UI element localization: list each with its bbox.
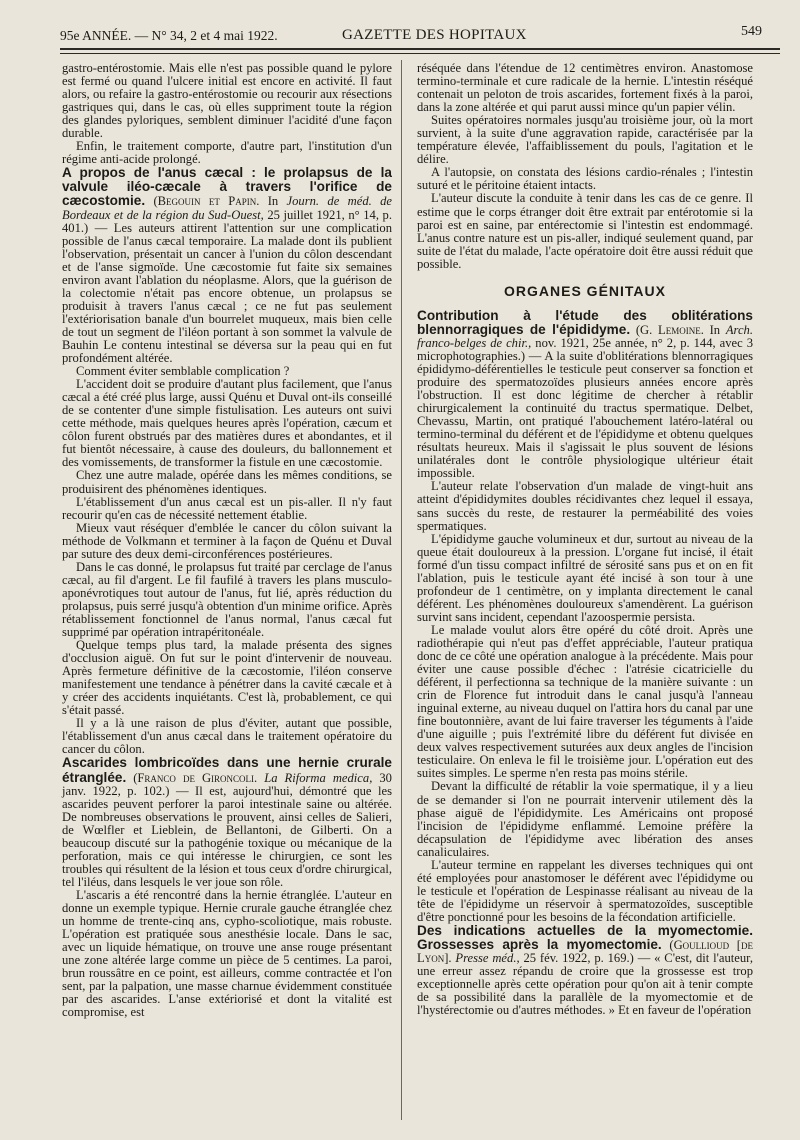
article-title: Ascarides lombricoïdes dans une hernie crurale étranglée. <box>62 755 392 785</box>
article-authors: (G. Lemoine. <box>635 322 704 337</box>
paragraph: L'auteur termine en rappelant les diverses techniques qui ont été employées pour anastomoser le déférent avec l'épididyme ou le testicule et l'opération de Lespinasse réalisant au niveau de la tête de l'épididyme un réservoir à spermatozoïdes, susceptible d'être ponctionné pour les besoins de la fécondation artificielle. <box>417 857 753 924</box>
paragraph: Mieux vaut réséquer d'emblée le cancer du côlon suivant la méthode de Volkmann et terminer à la façon de Quénu et Duval par suture des deux demi-circonférences postérieures. <box>62 520 392 561</box>
citation-ref: 25 fév. 1922, p. 169.) — <box>523 951 651 966</box>
citation-ref: 25 juillet 1921, n° 14, p. 401.) — <box>62 207 393 235</box>
page-number: 549 <box>741 24 762 39</box>
article-body: « C'est, dit l'auteur, une erreur assez répandu de croire que la grossesse est trop exceptionnelle après cette opération pour qu'on ait à tenir compte de sa possibilité dans la parallèle de la myomectomie et de l'hystérectomie ou d'autres méthodes. » Et en faveur de l'opération <box>417 951 753 1018</box>
source-prefix: In <box>267 194 279 209</box>
article-authors: (Franco de Gironcoli. <box>133 770 258 785</box>
journal-title: GAZETTE DES HOPITAUX <box>342 27 527 43</box>
article-authors: (Goullioud [de Lyon]. <box>417 938 753 966</box>
section-heading: ORGANES GÉNITAUX <box>504 282 666 299</box>
paragraph: Quelque temps plus tard, la malade présenta des signes d'occlusion aiguë. On fut sur le point d'intervenir de nouveau. Après fermeture définitive de la cæcostomie, l'iléon conserve manifestement une tendance à pénétrer dans la cavité cæcale et à y créer des accidents inquiétants. C'est là, probablement, ce qui s'était passé. <box>62 638 392 718</box>
journal-name: La Riforma medica, <box>264 770 373 785</box>
paragraph: Enfin, le traitement comporte, d'autre part, l'institution d'un régime anti-acide prolongé. <box>62 139 392 167</box>
paragraph: Le malade voulut alors être opéré du côté droit. Après une radiothérapie qui n'eut pas d'effet appréciable, l'auteur pratiqua donc de ce côté une opération analogue à la précédente. Mais pour éviter une cause possible d'échec : l'atrésie cicatricielle du déférent, il perfectionna sa technique de la manière suivante : un crin de Florence fut introduit dans le canal jusqu'à l'anneau inguinal externe, au niveau duquel on l'attira hors du canal par une fine boutonnière, avant de lui faire traverser les téguments à l'aide d'une aiguille ; puis l'extrémité libre du déférent fut divisée en deux valves respectivement suturées aux deux angles de l'incision testiculaire. On enleva le fil le troisième jour. L'opération eut des suites simples. Le sperme n'en resta pas moins stérile. <box>417 622 753 781</box>
right-column <box>417 62 753 1017</box>
article-title: Des indications actuelles de la myomectomie. Grossesses après la myomectomie. <box>417 923 753 953</box>
article-epididyme <box>417 309 753 481</box>
paragraph: L'auteur discute la conduite à tenir dans les cas de ce genre. Il estime que le corps étranger doit être extrait par entérotomie si la paroi est en saine, par entérectomie si l'intestin est endommagé. L'anus contre nature est un pis-aller, indiqué seulement quand, par suite de l'état du malade, l'acte opératoire doit être aussi réduit que possible. <box>417 191 753 271</box>
citation-ref: nov. 1921, 25e année, n° 2, p. 144, avec 3 microphotographies.) — <box>417 335 753 363</box>
article-body: A la suite d'oblitérations blennorragiques épididymo-déférentielles le testicule peut conserver sa fonction et produire des spermatozoïdes plusieurs années encore après l'obstruction. Il est donc légitime de chercher à rétablir chirurgicalement la continuité du tractus spermatique. Delbet, Chevassu, Martin, ont pratiqué l'abouchement latéro-latéral ou termino-terminal du déférent et de l'épididyme et obtenu quelques résultats heureux. Mais il s'agissait le plus souvent de lésions unilatérales dont le contrôle physiologique ultérieur était impossible. <box>417 348 753 481</box>
article-myomectomie <box>417 924 753 1017</box>
left-column <box>62 62 392 1019</box>
journal-name: Presse méd., <box>455 951 520 966</box>
article-anus-caecal <box>62 166 392 365</box>
journal-name: Arch. franco-belges de chir., <box>417 322 753 350</box>
paragraph: Comment éviter semblable complication ? <box>76 364 290 379</box>
paragraph: L'épididyme gauche volumineux et dur, surtout au niveau de la queue était douloureux à la pression. L'organe fut incisé, il était formé d'un tissu compact infiltré de sérosité sans pus et on en fit l'ablation, puis le testicule ayant été incisé à son tour à une profondeur de 1 centimètre, on y implanta directement le canal déférent. Les phénomènes douloureux s'amendèrent. La guérison survint sans incident, cependant l'azoospermie persista. <box>417 531 753 624</box>
article-body: Les auteurs attirent l'attention sur une complication possible de l'anus cæcal temporaire. La malade dont ils publient l'observation, présentait un cancer à l'union du côlon descendant et de l'anse sigmoïde. Une cæcostomie fut faite six semaines environ avant l'ablation du néoplasme. Alors, que la guérison de la colectomie n'était pas encore obtenue, un prolapsus se produisit à travers l'anus cæcal ; ce ne fut pas seulement l'extériorisation banale d'un bourrelet muqueux, mais bien celle de tout un segment de l'iléon portant à son sommet la valvule de Bauhin Le contenu intestinal se déversa sur la peau qui en fut profondément altérée. <box>62 220 393 366</box>
citation-ref: 30 janv. 1922, p. 102.) — <box>62 770 392 798</box>
issue-info: 95e ANNÉE. — N° 34, 2 et 4 mai 1922. <box>60 28 278 43</box>
source-prefix: In <box>709 322 721 337</box>
paragraph: Il y a là une raison de plus d'éviter, autant que possible, l'établissement d'un anus cæcal dans le traitement opératoire du cancer du côlon. <box>62 716 392 757</box>
paragraph: Dans le cas donné, le prolapsus fut traité par cerclage de l'anus cæcal, au fil d'argent. Le fil faufilé à travers les plans musculo-aponévrotiques tout autour de l'anus, fut lié, après réduction du prolapsus, puis serré jusqu'à obtention d'un minime orifice. Après rétablissement fonctionnel de l'anus normal, l'anus cæcal fut supprimé par opération intrapéritonéale. <box>62 559 392 640</box>
paragraph: Devant la difficulté de rétablir la voie spermatique, il y a lieu de se demander si l'on ne pourrait intervenir utilement dès la phase aiguë de l'épididymite. Les Américains ont proposé l'incision de l'épididyme enflammé. Lemoine préfère la décapsulation de l'épididyme avec libération des anses canaliculaires. <box>417 779 753 859</box>
paragraph: L'auteur relate l'observation d'un malade de vingt-huit ans atteint d'épididymites doubles récidivantes chez lequel il essaya, sans succès du reste, de restaurer la perméabilité des voies spermatiques. <box>417 479 753 533</box>
article-authors: (Begouin et Papin. <box>153 194 260 209</box>
running-header <box>60 22 778 46</box>
article-ascarides <box>62 756 392 888</box>
column-divider <box>401 60 402 1120</box>
paragraph: L'établissement d'un anus cæcal est un pis-aller. Il n'y faut recourir qu'en cas de nécessité nettement établie. <box>62 494 392 522</box>
paragraph: Suites opératoires normales jusqu'au troisième jour, où la mort survient, à la suite d'une aggravation rapide, caractérisée par la température élevée, l'affaiblissement du pouls, l'agitation et le délire. <box>417 113 753 167</box>
paragraph: Chez une autre malade, opérée dans les mêmes conditions, se produisirent des phénomènes identiques. <box>62 468 392 496</box>
article-title: A propos de l'anus cæcal : le prolapsus de la valvule iléo-cæcale à travers l'orifice de cæcostomie. <box>62 165 392 209</box>
article-title: Contribution à l'étude des oblitérations blennorragiques de l'épididyme. <box>417 307 753 337</box>
paragraph: L'ascaris a été rencontré dans la hernie étranglée. L'auteur en donne un exemple typique. Hernie crurale gauche étranglée chez un homme de trente-cinq ans, cypho-scoliotique, mais robuste. L'opération est pratiquée sous anesthésie locale. Dans le sac, avec un liquide hématique, on trouve une anse rouge présentant une zone altérée large comme un pièce de 5 centimes. La paroi, brun roussâtre en ce point, est ailleurs, comme contractée et l'on sent, par la palpation, une masse charnue évidemment constituée par des ascarides. L'anse extériorisé et dont la vitalité est compromise, est <box>62 887 392 1020</box>
article-body: Il est, aujourd'hui, démontré que les ascarides peuvent perforer la paroi intestinale saine ou altérée. De nombreuses observations le prouvent, ainsi celles de Salieri, de Wœlfler et Lieblein, de Bellantoni, de Gilberti. On a beaucoup discuté sur la pathogénie toxique ou mécanique de la perforation, mais ce qui intéresse le chirurgien, ce sont les troubles qui résultent de la lésion et tous ceux d'ordre chirurgical, tel l'iléus, dans lesquels le ver joue son rôle. <box>62 783 392 889</box>
paragraph: L'accident doit se produire d'autant plus facilement, que l'anus cæcal a été créé plus large, aussi Quénu et Duval ont-ils conseillé de se contenter d'une simple fistulisation. Les auteurs ont suivi cette méthode, mais quelques heures après l'opération, cæcum et côlon furent obstrués par des matières dures et abondantes, et il fut bientôt nécessaire, à cause des douleurs, du ballonnement et des vomissements, de transformer la fistule en une cæcostomie. <box>62 377 392 470</box>
paragraph: réséquée dans l'étendue de 12 centimètres environ. Anastomose termino-terminale et cure radicale de la hernie. L'intestin réséqué contenait un peloton de trois ascarides, fortement fixés à la paroi, dans la zone altérée et qui parut aussi mince qu'un papier vélin. <box>417 61 753 115</box>
header-rule-thick <box>60 48 780 50</box>
journal-name: Journ. de méd. de Bordeaux et de la région du Sud-Ouest, <box>62 194 392 222</box>
header-rule-thin <box>60 53 780 54</box>
paragraph: gastro-entérostomie. Mais elle n'est pas possible quand le pylore est fermé ou quand l'ulcere initial est encore en activité. Il faut alors, ou refaire la gastro-entérostomie ou recourir aux résections gastriques qui, dans le cas, où elles suppriment toute la région des glandes pyloriques, semblent diminuer l'acidité d'une façon durable. <box>62 61 392 141</box>
paragraph: A l'autopsie, on constata des lésions cardio-rénales ; l'intestin suturé et le péritoine étaient intacts. <box>417 165 753 193</box>
